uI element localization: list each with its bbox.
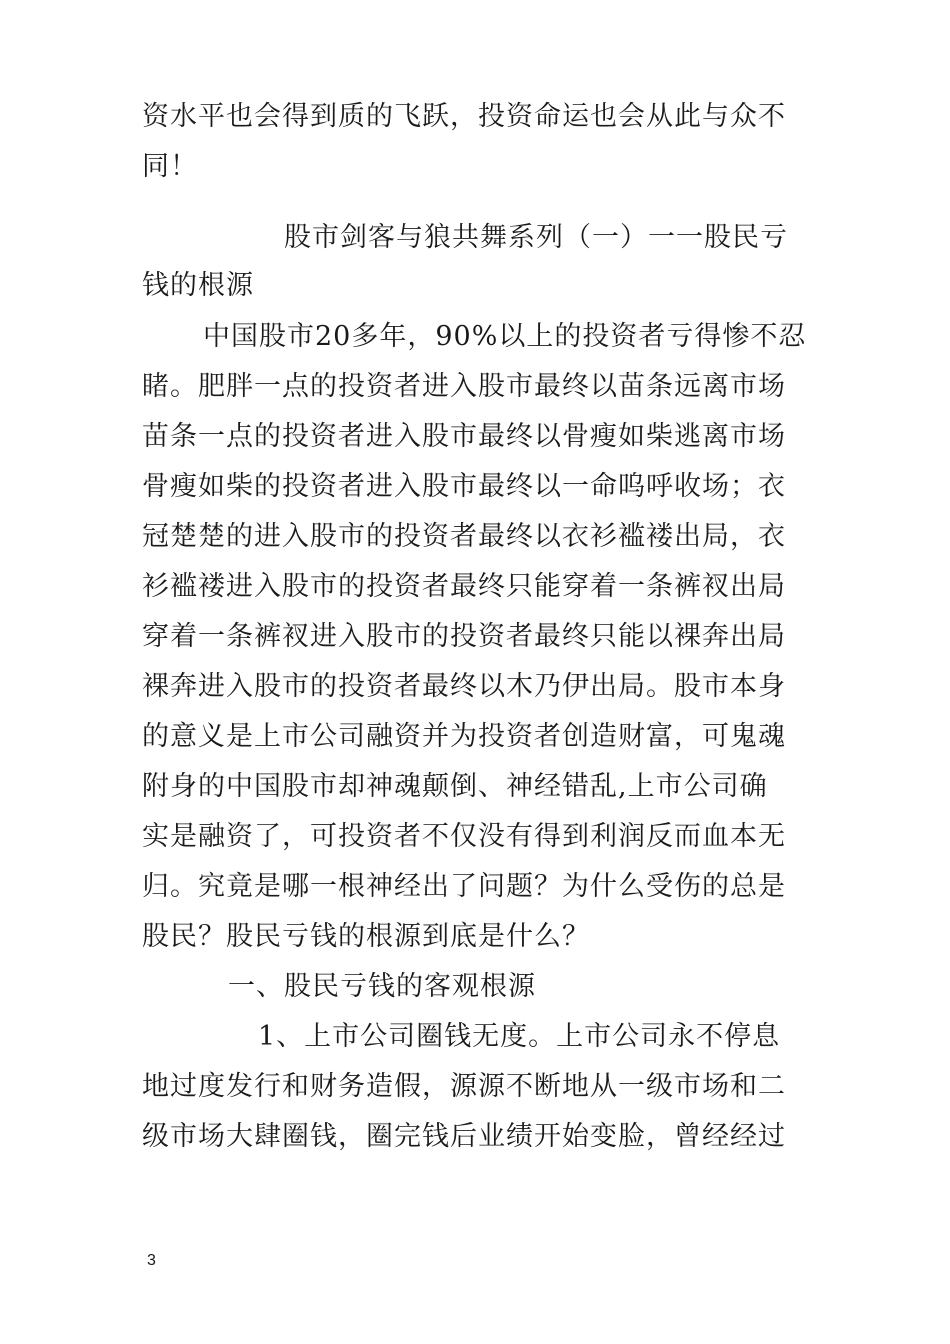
body-line: 裸奔进入股市的投资者最终以木乃伊出局。股市本身 xyxy=(142,671,786,702)
section-title-line: 股市剑客与狼共舞系列（一）一一股民亏 xyxy=(284,222,788,253)
section-title-line: 钱的根源 xyxy=(142,270,254,301)
body-line: 归。究竟是哪一根神经出了问题？为什么受伤的总是 xyxy=(142,871,786,902)
body-line: 级市场大肆圈钱，圈完钱后业绩开始变脸，曾经经过 xyxy=(142,1121,786,1152)
body-line: 睹。肥胖一点的投资者进入股市最终以苗条远离市场 xyxy=(142,371,786,402)
body-line: 骨瘦如柴的投资者进入股市最终以一命呜呼收场；衣 xyxy=(142,471,786,502)
body-line: 衫褴褛进入股市的投资者最终只能穿着一条裤衩出局 xyxy=(142,571,786,602)
section-heading: 一、股民亏钱的客观根源 xyxy=(228,971,536,1002)
body-line: 苗条一点的投资者进入股市最终以骨瘦如柴逃离市场 xyxy=(142,421,786,452)
subsection-line: 1、上市公司圈钱无度。上市公司永不停息 xyxy=(258,1021,781,1052)
body-line: 冠楚楚的进入股市的投资者最终以衣衫褴褛出局，衣 xyxy=(142,521,786,552)
body-line: 资水平也会得到质的飞跃，投资命运也会从此与众不 xyxy=(142,101,786,132)
body-line: 的意义是上市公司融资并为投资者创造财富，可鬼魂 xyxy=(142,721,786,752)
body-line: 附身的中国股市却神魂颠倒、神经错乱,上市公司确 xyxy=(142,771,768,802)
body-line: 股民？股民亏钱的根源到底是什么？ xyxy=(142,921,590,952)
body-line: 地过度发行和财务造假，源源不断地从一级市场和二 xyxy=(142,1071,786,1102)
page-number: 3 xyxy=(147,1252,156,1269)
body-line: 实是融资了，可投资者不仅没有得到利润反而血本无 xyxy=(142,821,786,852)
body-line: 同！ xyxy=(142,151,198,182)
body-line: 中国股市20多年，90%以上的投资者亏得惨不忍 xyxy=(203,321,807,352)
body-line: 穿着一条裤衩进入股市的投资者最终只能以裸奔出局 xyxy=(142,621,786,652)
